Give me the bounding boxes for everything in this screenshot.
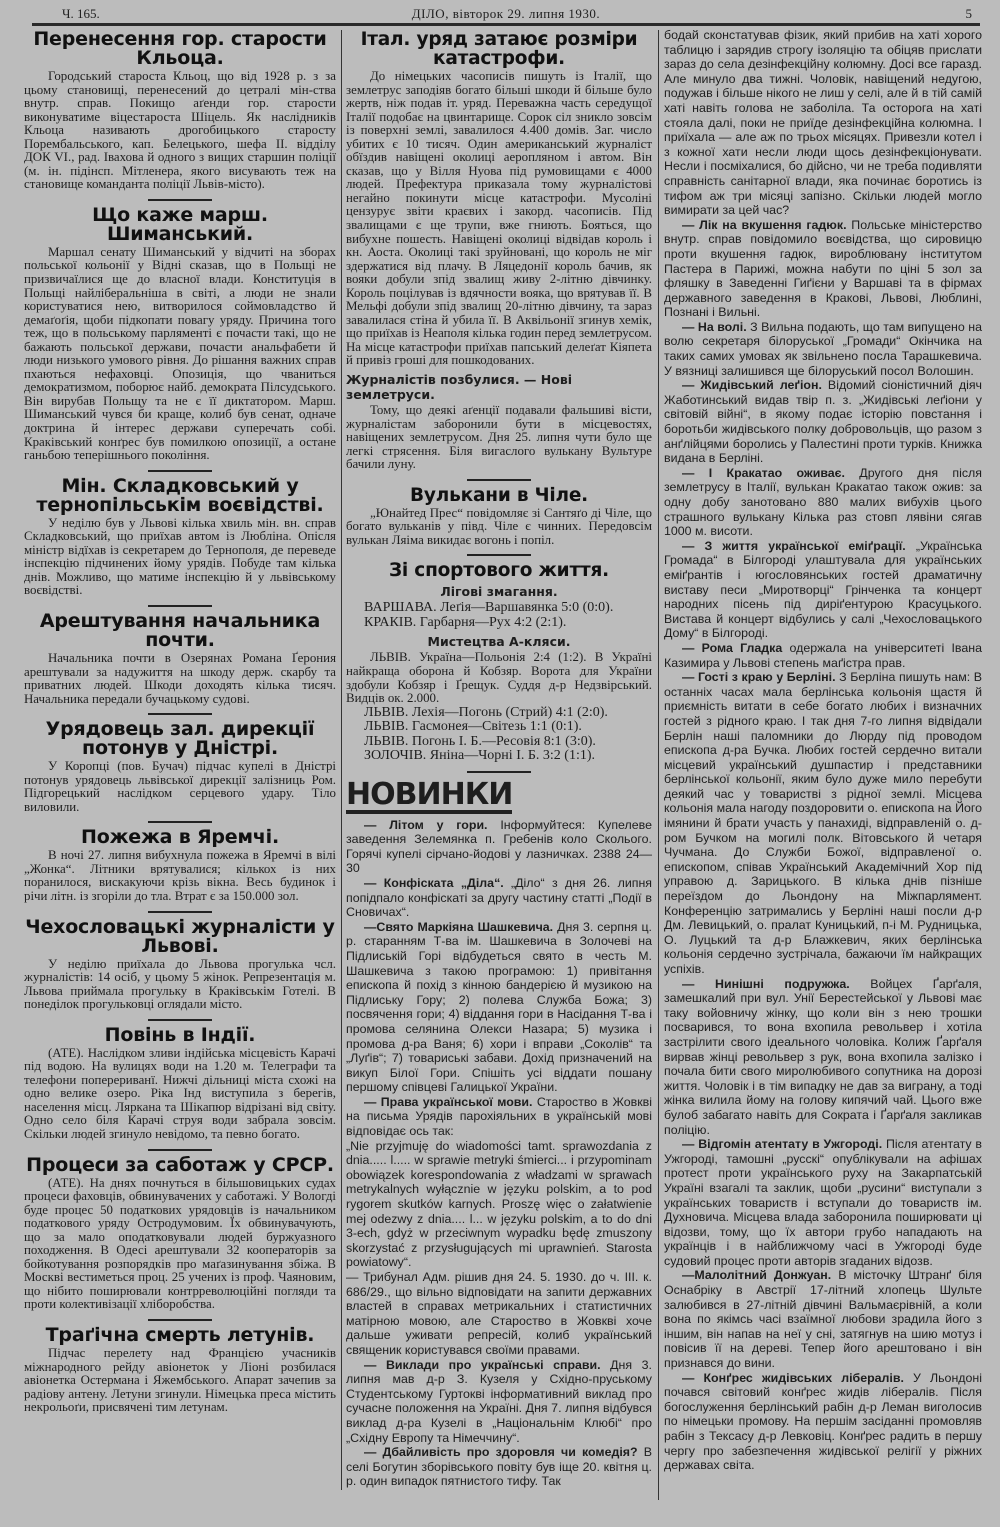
news-item-text: Після атентату в Ужгороді, тамошні „русскі“ опублікували на афішах протест проти українського руху на Закарпатській Україні взагалі та заклик, щоби „русини“ виступали з українських товариств і вступали до товариств ім. Духновича. Місцева влада заборонила поширювати ці відозви, тому, що їх автори грубо нападають на українців і в найближчому часі в Ужгороді буде судовий процес проти авторів згаданих відозв. (664, 1137, 982, 1268)
article (24, 1326, 336, 1415)
news-item-lead: — Гості з краю у Берліні. (682, 670, 836, 685)
news-item (346, 1095, 652, 1139)
column-divider (658, 30, 659, 1500)
article (24, 1023, 336, 1142)
match-result: КРАКІВ. Гарбарня—Рух 4:2 (2:1). (364, 614, 567, 630)
article-headline: Урядовець зал. дирекції потонув у Дністрі. (45, 718, 315, 760)
article (346, 30, 652, 472)
article (24, 828, 336, 903)
separator-rule (148, 713, 212, 715)
match-result: ЛЬВІВ. Погонь І. Б.—Ресовія 8:1 (3:0). (364, 733, 596, 749)
column-2 (346, 28, 652, 1489)
article-body: Маршал сенату Шиманський у відчиті на зборах польської кольонії у Відні сказав, що в Польщі не призвичаїлися ще до власної влади. Конституція в Польщі найліберальніша в світі, а люди не знали користуватися нею, витворилося соймовладство й демаґоґія, щоби підкопати повагу уряду. Причина того теж, що в польському парляменті є почасти такі, що не бажають польської держави, почасти анальфабети й люди низького умового рівня. До рішання важних справ пхаються нефаховці. Опозиція, що чваниться демократизмом, поборює найб. демократа Пілсудського. Він вирубав Польщу та не є її диктатором. Марш. Шиманський чувся би краще, колиб був сенат, одначе доктрина й інтерес держави суперечать собі. Краківський конґрес був помилкою опозиції, а остане ганьбою теперішнього покоління. (24, 244, 336, 463)
separator-rule (148, 911, 212, 913)
news-item-text: — Трибунал Адм. рішив дня 24. 5. 1930. до ч. III. к. 686/29., що вільно відповідати на запити державних властей в справах метрикальних і статистичних матірною мовою, але Староство в Жовкві хоче дальше уживати репресій, колиб український священик користувався своїми правами. (346, 1270, 652, 1357)
news-item (346, 920, 652, 1095)
news-item (664, 539, 982, 641)
match-result: ЗОЛОЧІВ. Яніна—Чорні І. Б. 3:2 (1:1). (364, 748, 595, 764)
news-item-text: У Льондоні почався світовий конґрес жидів лібералів. Після богослуження берлінський рабін д-р Леман виголосив по німецьки промову. На першім засіданні промовляв рабін з Тексасу д-р Левковіц. Конґрес радить в першу чергу про забезпечення жидівської релігії у ріжних державах світа. (664, 1370, 983, 1473)
news-item-text: В селі Богутин зборівського повіту був іще 20. квітня ц. р. один випадок пятнистого тифу. Так (346, 1445, 652, 1489)
separator-rule (148, 605, 212, 607)
article-headline: Перенесення гор. старости Кльоца. (33, 28, 327, 69)
separator-rule (467, 479, 531, 481)
separator-rule (148, 1319, 212, 1321)
article-body: У неділю приїхала до Львова прогулька чсл. журналістів: 14 осіб, у цьому 5 жінок. Репрезентація м. Львова приймала прогульку в Краківськім Готелі. В понеділок прогульковці оглядали місто. (24, 956, 336, 1012)
column-divider (341, 30, 342, 1490)
match-result: ЛЬВІВ. Гасмонея—Світезь 1:1 (0:1). (364, 719, 582, 735)
news-item (664, 466, 982, 539)
news-item (664, 1137, 982, 1268)
column-1 (24, 28, 336, 1415)
news-item-lead: — З життя української еміґрації. (682, 538, 906, 553)
news-item-lead: — Жидівський леґіон. (682, 378, 822, 393)
news-item-lead: — Літом у гори. (364, 817, 488, 832)
novynky-headline: НОВИНКИ (346, 776, 513, 812)
league-subhead: Лігові змагання. (440, 584, 558, 600)
masthead-rule (32, 23, 980, 26)
news-item-text: Дня 3. липня мав д-р З. Кузеля у Східно-пруському Студентському Гуртокві інформативний виклад про сучасне положення на Україні. Дня 7. липня відбувся виклад д-ра Кузелі в „Національнім Клюбі“ про „Східну Европу та Німеччину“. (346, 1357, 652, 1445)
article (24, 915, 336, 1012)
a-class-subhead: Мистецтва А-кляси. (427, 634, 571, 650)
column-3 (664, 28, 982, 1473)
article-headline: Мін. Складковський у тернопільськім воєвідстві. (36, 474, 324, 516)
news-item-lead: — На волі. (682, 319, 747, 334)
article-subhead: Журналістів позбулися. — Нові землетруси. (346, 372, 573, 403)
novynky-section (346, 778, 652, 1489)
match-result: ЛЬВІВ. Лехія—Погонь (Стрий) 4:1 (2:0). (364, 704, 608, 720)
sports-headline: Зі спортового життя. (388, 560, 609, 582)
news-item (664, 1371, 982, 1473)
news-item-text: „Діло“ з дня 26. липня попідпало конфіскаті за другу частину статті „Події в Сновичах“. (346, 875, 652, 920)
article-body: (АТЕ). На днях почнуться в більшовицьких судах процеси фаховців, обвинувачених у саботажі. У Вологді буде процес 50 податкових урядовців із начальником податкового уряду Остродумовим. Їх обвинувачують, що за мало оподатковували людей буржуазного походження. В Одесі арештували 32 кооператорів за бойкотування розпорядків про маґазинування збіжа. В Москві вестиметься проц. 25 учених із проф. Чаяновим, що нібито поширювали контрреволюційні погляди та проти колективізації хліборобства. (24, 1175, 336, 1312)
news-item-text: Відомий сіоністичний діяч Жаботинський видав твір п. з. „Жидівські леґіони у світовій війні“, в якому подає історію повстання і боротьби жидівського полку добровольців, що разом з анґлійцями боролись у Палестині проти турків. Книжка видана в Берліні. (664, 378, 983, 466)
news-item-text: Староство в Жовкві на письма Урядів парохіяльних в українській мові відповідає ось так: (346, 1094, 652, 1139)
separator-rule (148, 199, 212, 201)
article-headline: Чехословацькі журналісти у Львові. (25, 915, 335, 957)
news-item-lead: — Нинішні подружжа. (682, 976, 850, 991)
article-body: У Коропці (пов. Бучач) підчас купелі в Дністрі потонув урядовець львівської дирекції залізниць Ром. Підгорецький наслідком серцевого удару. Тіло виловили. (24, 759, 336, 814)
article-body: В ночі 27. липня вибухнула пожежа в Яремчі в вілі „Жонка“. Літники врятувалися; кількох із них поранилося, вискакуючи крізь вікна. Весь будинок і річи літн. із згоріли до тла. Втрат є за 150.000 зол. (24, 848, 336, 903)
news-item-lead: — Лік на вкушення гадюк. (682, 217, 847, 232)
news-item-lead: — Дбайливість про здоровля чи комедія? (364, 1445, 638, 1460)
sports-section (346, 561, 652, 763)
news-item-text: З Берліна пишуть нам: В останніх часах мала берлінська кольонія щастя й приємність витати в себе богато любих і визначних гостей з рідного краю. І так дня 7-го липня відвідали Берлін наші паломники до Люрду під проводом епископа д-ра Бучка. Любих гостей сердечно витали місцевий український душпастир і представники берлінської кольонії, яким було дуже мило перебути деякий час у товаристві з рідної землі. Місцева кольонія мала нагоду поздоровити о. епископа на Його імянини й брати участь у панахиді, відправленій о. д-ром Бучком на могилі полк. Вітовського й четаря Чучмана. До Служби Божої, відправленої о. епископом, співав Український Академічний Хор під управою д. Зарицького. В кілька днів пізніше переїздом до Льондону на Міжпарлямент. Конференцію затримались у Берліні наші посли д-р Дм. Левицький, о. пралат Куницький, п-і М. Рудницька, О. Луцький та д-р Блажкевич, яких берлінська кольонія сердечно зустрічала, бажаючи їм найкращих успіхів. (664, 670, 982, 976)
separator-rule (467, 771, 531, 773)
news-item (664, 641, 982, 670)
news-item-text: Інформуйтеся: Купелеве заведення Зелемянка п. Гребенів коло Сколього. Горячі купелі сірчано-йодові у лазничках. 2388 24—30 (346, 817, 652, 876)
news-item (346, 1358, 652, 1446)
news-item-lead: — Виклади про українські справи. (364, 1357, 601, 1372)
separator-rule (148, 470, 212, 472)
article-headline: Повінь в Індії. (104, 1023, 256, 1046)
separator-rule (148, 1149, 212, 1151)
article (24, 30, 336, 192)
article (24, 720, 336, 814)
news-item (664, 1268, 982, 1370)
article (24, 203, 336, 463)
issue-number: Ч. 165. (62, 6, 100, 21)
news-item-lead: — Відгомін атентату в Ужгороді. (682, 1137, 883, 1152)
news-item-text: Войцех Ґарґаля, замешкалий при вул. Унії Берестейської у Львові має таку войовничу жінку, що коли він з нею трошки посварився, то вона вхопила револьвер і хотіла застрілити свого ідеального чоловіка. Колиж Ґарґаля вирвав жінці револьвер з рук, вона вхопила залізко і почала бити свого миролюбивого сопутника на дорозі життя. Чоловік і в тім випадку не дав за виграну, а тоді жінка вилила йому на голову кипячий чай. Цього вже булоб забагато навіть для Сократа і Ґарґаля закликав поліцію. (664, 976, 982, 1137)
match-report: ЛЬВІВ. Україна—Польонія 2:4 (1:2). В Україні найкраща оборона й Кобзяр. Ворота для України здобули Кобзяр і Ґрещук. Суддя д-р Недзвірський. Видців ок. 2.000. (346, 650, 652, 706)
article (24, 1153, 336, 1312)
news-item-text: З Вильна подають, що там випущено на волю секретаря білоруської „Громади“ Окінчика на таких самих умовах як звільнено посла Тарашкевича. У вязниці залишився ще білоруський посол Волошин. (664, 319, 982, 378)
news-item-lead: —Свято Маркіяна Шашкевича. (364, 919, 554, 934)
article-body: Городський староста Кльоц, що від 1928 р. з за цьому становищі, перенесений до цетралі мін-ства внутр. справ. Покищо аґенди гор. старости виконуватиме віцестароста Шіцель. Як наслідників Кльоца називають дрогобицького старосту Порембальського, кап. Белецького, шефа II. відділу ДОК VI., рад. Івахова й одного з вищих старшин поліції (м. ін. підінсп. Мітленера, якого висувають теж на становище команданта поліції Львів-місто). (24, 69, 336, 192)
match-result: ВАРШАВА. Леґія—Варшавянка 5:0 (0:0). (364, 600, 614, 616)
news-item (346, 876, 652, 920)
separator-rule (467, 554, 531, 556)
news-item-lead: —Малолітний Донжуан. (682, 1268, 832, 1283)
article (24, 474, 336, 598)
article-headline: Пожежа в Яремчі. (81, 826, 279, 849)
news-item-lead: — Конфіската „Діла“. (364, 875, 504, 890)
article-body: До німецьких часописів пишуть із Італії, що землетрус заподіяв богато більші шкоди й більше було жертв, ніж подав іт. уряд. Переважна часть середущої Італії подобає на цвинтарище. Сорок сіл зникло зовсім із поверхні землі, завалилося 4.400 домів. Заг. число убитих є 10 тисяч. Один американський журналіст обїздив навіщені околиці аеропляном і автом. Він сказав, що у Вілля Нуова під румовищами є 4000 людей. Префектура приказала тому журналістові негайно покинути місце катастрофи. Мусоліні цензурує звіти краєвих і закорд. часописів. Під звалищами є ще трупи, вже гниють. Бояться, що вибухне пошесть. Навіщені околиці відвідав король і кн. Аоста. Околиці такі зруйновані, що король не міг здержатися від плачу. В Ляцедонії король бачив, як вояки добули зпід звалищ живу 2-літню дівчинку. Король поцілував із вдячности вояка, що врятував її. В Мельфі добули зпід звалищ 20-літню дівчину, та зараз завалилася стіна й убила її. В Аквільонії згинув хемік, що приїхав із Неаполя кілька годин перед землетрусом. На місце катастрофи приїхав папський делеґат Кіяпета й привіз гроші для пошкодованих. (346, 69, 652, 368)
news-item-text: „Українська Громада“ в Білгороді улаштувала для українських еміґрантів і югословянських гостей драматичну виставу песи „Миротворці“ Грінченка та концерт народних пісень під диріґентурою Красуцького. Вистава й концерт відбулись у салі „Чехословацького Дому“ в Білгороді. (664, 538, 982, 641)
news-item (346, 1445, 652, 1489)
news-item-text: Польське міністерство внутр. справ повідомило воєвідства, що сировицю проти вкушення гадюк, вироблювану інститутом Пастера в Парижі, можна набути по ціні 5 зол за фляшку в Заведенні Гиґієни у Варшаві та в фірмах державного заведення в Кракові, Львові, Люблині, Познані і Вильні. (664, 217, 982, 320)
news-item-lead: — І Кракатао оживає. (682, 465, 845, 480)
article-body: У неділю був у Львові кілька хвиль мін. вн. справ Складковський, що приїхав автом із Любліна. Опісля міністр відїхав із секретарем до Тернополя, де переведе інспекцію підчинених йому урядів. Побуде там кілька днів. Можливо, що матиме інспекцію й у львівському воєвідстві. (24, 515, 336, 598)
news-item-text: Другого дня після землетрусу в Італії, вулькан Кракатао також ожив: за одну добу занотовано 880 малих вибухів цього страшного вулькану Кілька раз стовп лявіни сягав 1000 м. висоти. (664, 465, 982, 539)
article-body: Тому, що деякі аґенції подавали фальшиві вісти, журналістам заборонили бути в місцевостях, навіщених землетрусом. Дня 25. липня чути було ще легкі стрясення. Біля вигаслого вулькану Вультуре бачили луну. (346, 403, 652, 472)
news-item (346, 818, 652, 876)
article-body: (АТЕ). Наслідком зливи індійська місцевість Карачі під водою. На вулицях води на 1.20 м. Телеграфи та телефони поперериванї. Нижчі дільниці міста схожі на одно велике озеро. Ріка Інд виступила з берегів, населення місц. Ляркана та Шікапюр відрізані від світу. Одно село біля Карачі струя води забрала зовсім. Скільки людей згинуло невідомо, та певно богато. (24, 1045, 336, 1141)
article-headline: Арештування начальника почти. (39, 609, 321, 651)
polish-quote: „Nie przyjmuję do wiadomości tamt. sprawozdania z dnia..... l..... w sprawie metryki śmierci... i przypominam obowiązek korespondowania z władzami w sprawach metrykalnych wyłącznie w języku polskim, a to pod rygorem skutków karnych. Proszę więc o załatwienie mej odezwy z dnia.... l... w języku polskim, a to do dni 3-ech, gdyż w przeciwnym wypadku będę zmuszony skorzystać z przysługujących mi uprawnień. Starosta powiatowy“. (346, 1138, 652, 1270)
news-item (664, 218, 982, 320)
news-item-text: В місточку Штранґ біля Оснабріку в Австрії 17-літний хлопець Шульте залюбився в 27-літній дівчині Вальмаєрівній, а коли вона по якімсь часі взаїмної любови зрадила його з іншим, він напав на неї у сні, затягнув на шию мотуз і повісив її на дереві. Тепер його арештовано і він признався до вини. (664, 1268, 982, 1371)
news-item-text: одержала на університеті Івана Казимира у Львові степень маґістра прав. (664, 640, 982, 670)
news-item (664, 320, 982, 378)
newspaper-title-date: ДІЛО, вівторок 29. липня 1930. (411, 6, 601, 21)
news-item-text: Дня 3. серпня ц. р. старанням Т-ва ім. Шашкевича в Золочеві на Підлиській Горі відбудеться свято в честь М. Шашкевича з такою програмою: 1) привітання епископа й похід з кінною бандерією й музикою на Підлиську Гору; 2) полева Служба Божа; 3) посвячення гори; 4) віддання гори в Насідання Т-ва і промова селянина Олекси Назара; 5) музика і промова д-ра Ваня; 6) хори і вправи „Соколів“ та „Луґів“; 7) товариські забави. Дохід призначений на викуп Білої Гори. Спішіть усі віддати пошану першому співцеві Галицької України. (346, 919, 653, 1095)
article-headline: Траґічна смерть летунів. (45, 1324, 315, 1346)
article (24, 609, 336, 706)
article-body: „Юнайтед Прес“ повідомляє зі Сантяґо ді Чіле, що богато вульканів у півд. Чіле є чинних. Передовсім вулькан Ляіма викидає вогонь і попіл. (346, 505, 652, 547)
article-headline: Італ. уряд затаює розміри катастрофи. (360, 29, 638, 69)
masthead (32, 2, 980, 24)
article-headline: Вулькани в Чіле. (410, 484, 588, 506)
news-item-lead: — Рома Гладка (682, 640, 783, 655)
news-item (664, 977, 982, 1138)
news-item-continuation: бодай сконстатував фізик, який прибив на хаті хорого таблицю і зарядив строгу ізоляцію та обіцяв прислати зараз до села дезінфекційну колюмну. Досі все гаразд. Але минуло два тижні. Чоловік, навіщений недугою, подужав і більше нікого не лиш у селі, але й в тій самій хаті навіть голова не заболіла. Та осторога на хаті стояла далі, поки не приїде дезінфекційна колюмна. І приїхала — але аж по трьох місяцях. Привезли котел і з кожної хати несли люди щось дезінфекціонувати. Несли і посміхалися, бо дійсно, чи не треба подивляти справність санітарної влади, яка починає боротись із тифом аж три місяці запізно. Скільки людей могло вимирати за цей час? (664, 28, 982, 218)
article-body: Начальника почти в Озерянах Романа Ґерония арештували за надужиття на шкоду держ. скарбу та приватних людей. Шкоди доходять кілька тисяч. Начальника передали бучацькому судові. (24, 650, 336, 706)
news-item (664, 670, 982, 976)
separator-rule (148, 821, 212, 823)
separator-rule (148, 1019, 212, 1021)
article-headline: Що каже марш. Шиманський. (92, 203, 268, 245)
news-item (664, 378, 982, 466)
article (346, 486, 652, 548)
page-number: 5 (965, 6, 972, 21)
news-item-lead: — Конґрес жидівських лібералів. (682, 1370, 904, 1385)
news-item-lead: — Права української мови. (364, 1094, 533, 1109)
article-headline: Процеси за саботаж у СРСР. (26, 1153, 334, 1176)
article-body: Підчас перелету над Францією учасників міжнародного рейду авіонеток у Ліоні розбилася авіонетка Остермана і Яжембського. Апарат зачепив за радіову антену. Летуни згинули. Німецька преса містить некрольоґи, присвячені тим летунам. (24, 1346, 336, 1415)
